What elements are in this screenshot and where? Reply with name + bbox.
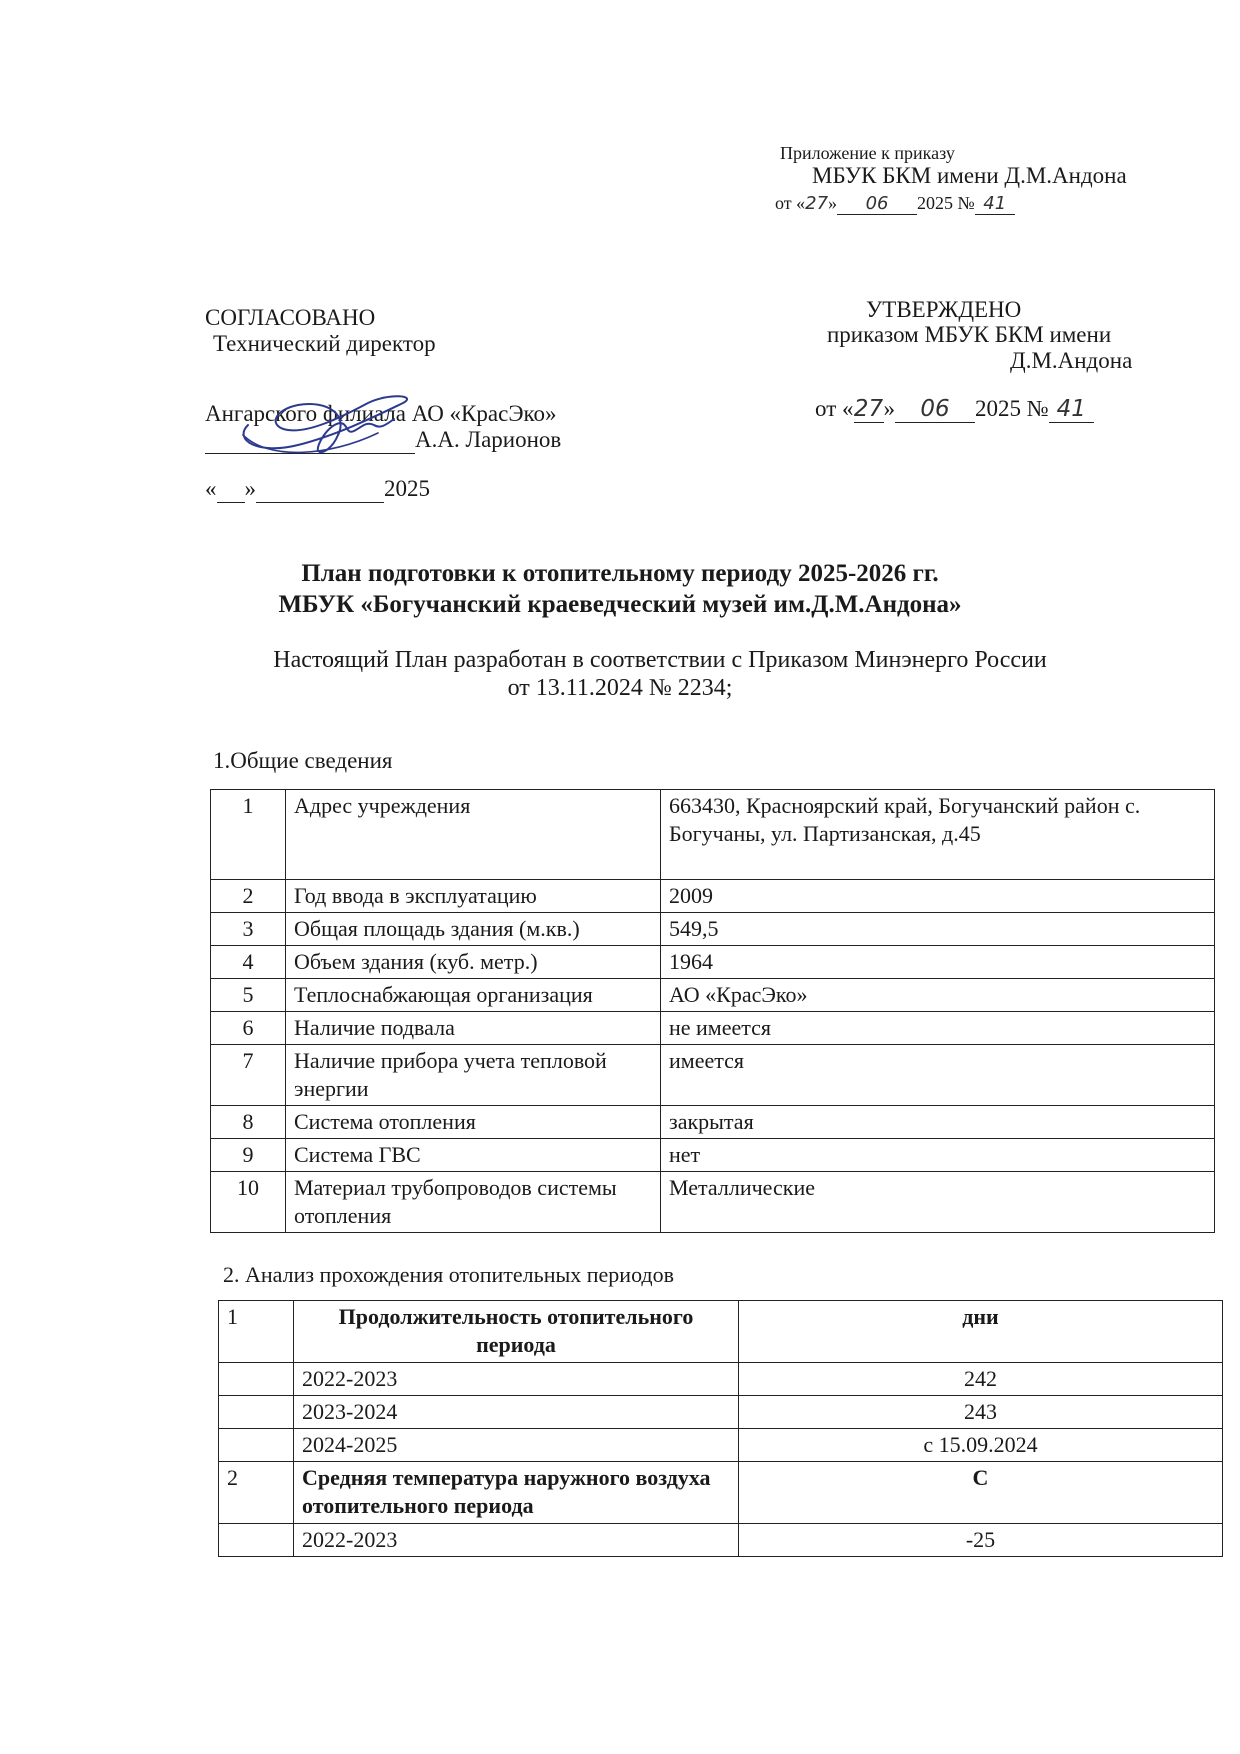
table-row — [211, 880, 1215, 913]
section-1-heading: 1.Общие сведения — [213, 748, 393, 773]
appendix-date-line — [775, 193, 1015, 215]
agreed-org: Ангарского филиала АО «КрасЭко» — [205, 401, 557, 426]
row-name: Наличие подвала — [286, 1012, 661, 1045]
appendix-line-1: Приложение к приказу — [780, 143, 955, 163]
row-number: 10 — [211, 1172, 286, 1233]
row-number: 2 — [211, 880, 286, 913]
agreed-date-close: » — [244, 476, 256, 501]
table-row — [211, 1012, 1215, 1045]
row-name: 2022-2023 — [294, 1363, 739, 1396]
table-row — [211, 946, 1215, 979]
row-number: 2 — [219, 1462, 294, 1524]
agreed-heading: СОГЛАСОВАНО — [205, 305, 376, 330]
row-value: АО «КрасЭко» — [661, 979, 1215, 1012]
row-number — [219, 1429, 294, 1462]
row-value: С — [739, 1462, 1223, 1524]
row-value: 242 — [739, 1363, 1223, 1396]
agreed-signer: А.А. Ларионов — [415, 427, 562, 452]
row-name: Общая площадь здания (м.кв.) — [286, 913, 661, 946]
row-name: Объем здания (куб. метр.) — [286, 946, 661, 979]
row-number — [219, 1524, 294, 1557]
row-name: Адрес учреждения — [286, 790, 661, 880]
agreed-date-line — [205, 476, 430, 503]
row-number — [219, 1396, 294, 1429]
row-value: не имеется — [661, 1012, 1215, 1045]
row-number: 3 — [211, 913, 286, 946]
approved-date-prefix: от « — [815, 396, 854, 421]
row-name: 2024-2025 — [294, 1429, 739, 1462]
approved-date-day: 27 — [853, 396, 884, 422]
section-2-heading: 2. Анализ прохождения отопительных периодов — [223, 1262, 675, 1287]
row-value: -25 — [739, 1524, 1223, 1557]
table-row — [219, 1363, 1223, 1396]
appendix-date-month: 06 — [837, 193, 917, 215]
table-row — [211, 913, 1215, 946]
approved-line-2: Д.М.Андона — [1010, 348, 1133, 373]
row-number: 9 — [211, 1139, 286, 1172]
table-row — [219, 1301, 1223, 1363]
row-number: 5 — [211, 979, 286, 1012]
row-name: Продолжительность отопительного периода — [294, 1301, 739, 1363]
row-number — [219, 1363, 294, 1396]
row-name: Год ввода в эксплуатацию — [286, 880, 661, 913]
intro-line-2: от 13.11.2024 № 2234; — [507, 675, 733, 701]
row-value: 243 — [739, 1396, 1223, 1429]
row-number: 6 — [211, 1012, 286, 1045]
row-value: имеется — [661, 1045, 1215, 1106]
table-row — [211, 1172, 1215, 1233]
table-row — [211, 790, 1215, 880]
table-row — [211, 979, 1215, 1012]
table-row — [219, 1462, 1223, 1524]
row-value: закрытая — [661, 1106, 1215, 1139]
row-name: Средняя температура наружного воздуха отопительного периода — [294, 1462, 739, 1524]
row-number: 1 — [219, 1301, 294, 1363]
agreed-date-open: « — [205, 476, 217, 501]
row-value: Металлические — [661, 1172, 1215, 1233]
row-name: Материал трубопроводов системы отопления — [286, 1172, 661, 1233]
row-number: 7 — [211, 1045, 286, 1106]
row-name: Наличие прибора учета тепловой энергии — [286, 1045, 661, 1106]
appendix-date-year: 2025 № — [917, 193, 975, 213]
row-name: Система ГВС — [286, 1139, 661, 1172]
heating-periods-table — [218, 1300, 1223, 1557]
signature — [228, 385, 438, 465]
agreed-date-year: 2025 — [384, 476, 430, 501]
row-name: 2022-2023 — [294, 1524, 739, 1557]
row-value: нет — [661, 1139, 1215, 1172]
appendix-date-prefix: от « — [775, 193, 806, 213]
approved-date-number: 41 — [1049, 396, 1094, 423]
row-value: 1964 — [661, 946, 1215, 979]
approved-date-mid: » — [883, 396, 895, 421]
page-title-line-2: МБУК «Богучанский краеведческий музей им.Д.М.Андона» — [278, 591, 962, 618]
approved-date-year: 2025 № — [975, 396, 1049, 421]
row-number: 1 — [211, 790, 286, 880]
intro-line-1: Настоящий План разработан в соответствии с Приказом Минэнерго России — [273, 647, 1047, 673]
approved-date-line — [815, 396, 1094, 423]
table-row — [211, 1139, 1215, 1172]
approved-heading: УТВЕРЖДЕНО — [866, 297, 1022, 322]
appendix-line-2: МБУК БКМ имени Д.М.Андона — [812, 163, 1127, 188]
row-value: 663430, Красноярский край, Богучанский район с. Богучаны, ул. Партизанская, д.45 — [661, 790, 1215, 880]
row-number: 4 — [211, 946, 286, 979]
row-name: Система отопления — [286, 1106, 661, 1139]
page-title-line-1: План подготовки к отопительному периоду 2025-2026 гг. — [301, 560, 939, 587]
row-value: 2009 — [661, 880, 1215, 913]
agreed-position: Технический директор — [213, 331, 436, 356]
approved-line-1: приказом МБУК БКМ имени — [827, 322, 1112, 347]
table-row — [219, 1396, 1223, 1429]
appendix-date-day: 27 — [805, 193, 829, 214]
table-row — [211, 1045, 1215, 1106]
row-value: с 15.09.2024 — [739, 1429, 1223, 1462]
appendix-number: 41 — [975, 193, 1015, 215]
general-info-table — [210, 789, 1215, 1233]
approved-date-month: 06 — [895, 396, 975, 423]
table-row — [219, 1429, 1223, 1462]
row-number: 8 — [211, 1106, 286, 1139]
row-name: 2023-2024 — [294, 1396, 739, 1429]
row-name: Теплоснабжающая организация — [286, 979, 661, 1012]
row-value: дни — [739, 1301, 1223, 1363]
appendix-date-mid: » — [828, 193, 838, 213]
table-row — [219, 1524, 1223, 1557]
table-row — [211, 1106, 1215, 1139]
row-value: 549,5 — [661, 913, 1215, 946]
